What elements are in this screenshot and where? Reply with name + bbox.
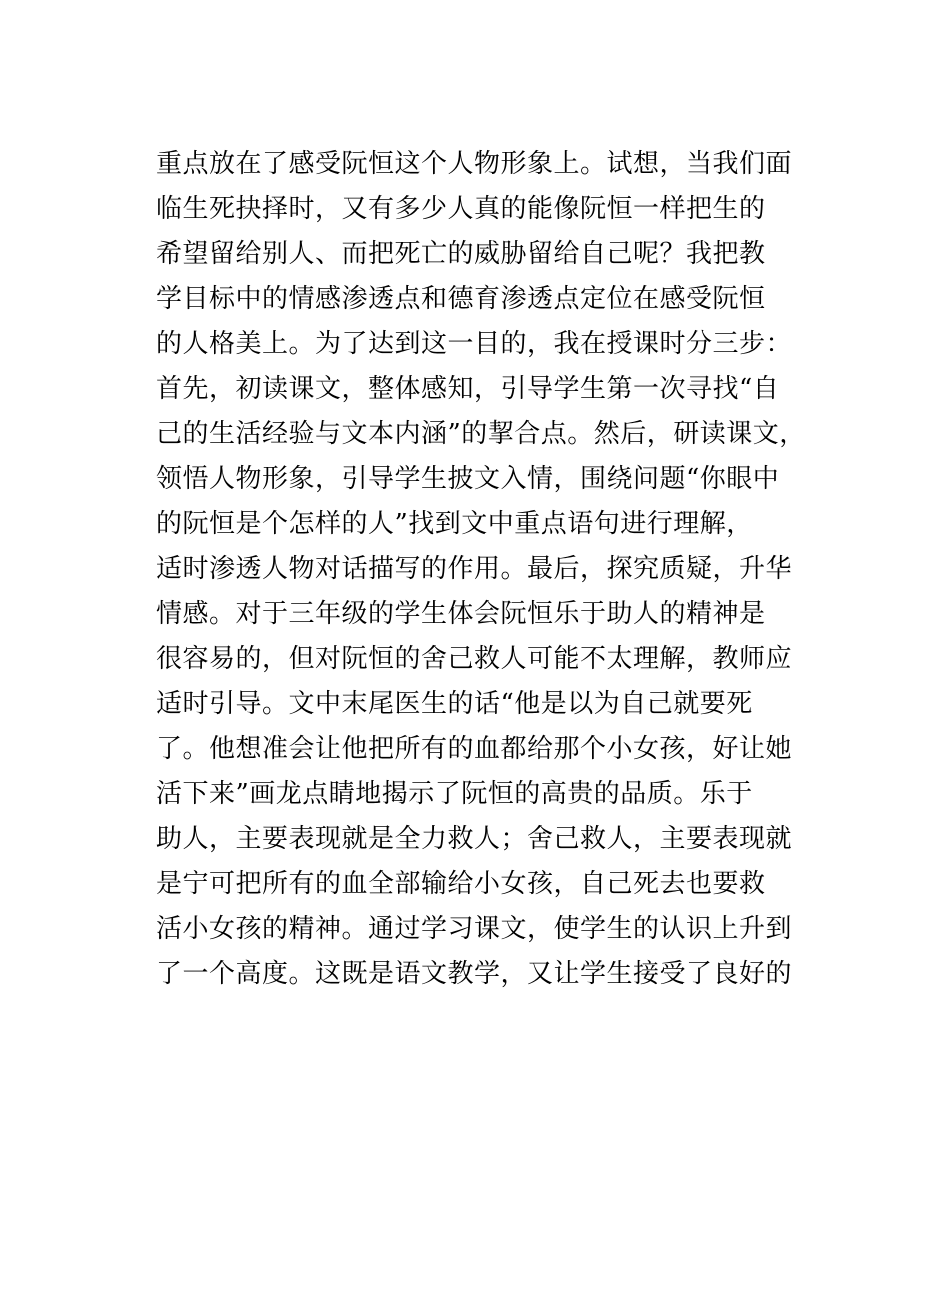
text-line-7: 己的生活经验与文本内涵”的挈合点。然后，研读课文， <box>156 419 806 449</box>
text-line-6: 首先，初读课文，整体感知，引导学生第一次寻找“自 <box>156 374 780 404</box>
text-line-5: 的人格美上。为了达到这一目的，我在授课时分三步： <box>156 329 793 359</box>
text-line-2: 临生死抉择时，又有多少人真的能像阮恒一样把生的 <box>156 194 766 224</box>
text-line-14: 了。他想准会让他把所有的血都给那个小女孩，好让她 <box>156 734 793 764</box>
text-line-16: 助人，主要表现就是全力救人；舍己救人，主要表现就 <box>156 824 793 854</box>
text-line-12: 很容易的，但对阮恒的舍己救人可能不太理解，教师应 <box>156 644 793 674</box>
text-line-19: 了一个高度。这既是语文教学，又让学生接受了良好的 <box>156 959 793 989</box>
text-line-10: 适时渗透人物对话描写的作用。最后，探究质疑，升华 <box>156 554 793 584</box>
text-line-17: 是宁可把所有的血全部输给小女孩，自己死去也要救 <box>156 869 766 899</box>
text-line-1: 重点放在了感受阮恒这个人物形象上。试想，当我们面 <box>156 149 793 179</box>
text-line-3: 希望留给别人、而把死亡的威胁留给自己呢？我把教 <box>156 239 766 269</box>
text-line-13: 适时引导。文中末尾医生的话“他是以为自己就要死 <box>156 689 753 719</box>
text-line-15: 活下来”画龙点睛地揭示了阮恒的高贵的品质。乐于 <box>156 779 753 809</box>
text-line-18: 活小女孩的精神。通过学习课文，使学生的认识上升到 <box>156 914 793 944</box>
text-line-8: 领悟人物形象，引导学生披文入情，围绕问题“你眼中 <box>156 464 780 494</box>
text-line-4: 学目标中的情感渗透点和德育渗透点定位在感受阮恒 <box>156 284 766 314</box>
text-line-9: 的阮恒是个怎样的人”找到文中重点语句进行理解， <box>156 509 753 539</box>
body-paragraph <box>156 142 816 997</box>
text-line-11: 情感。对于三年级的学生体会阮恒乐于助人的精神是 <box>156 599 766 629</box>
